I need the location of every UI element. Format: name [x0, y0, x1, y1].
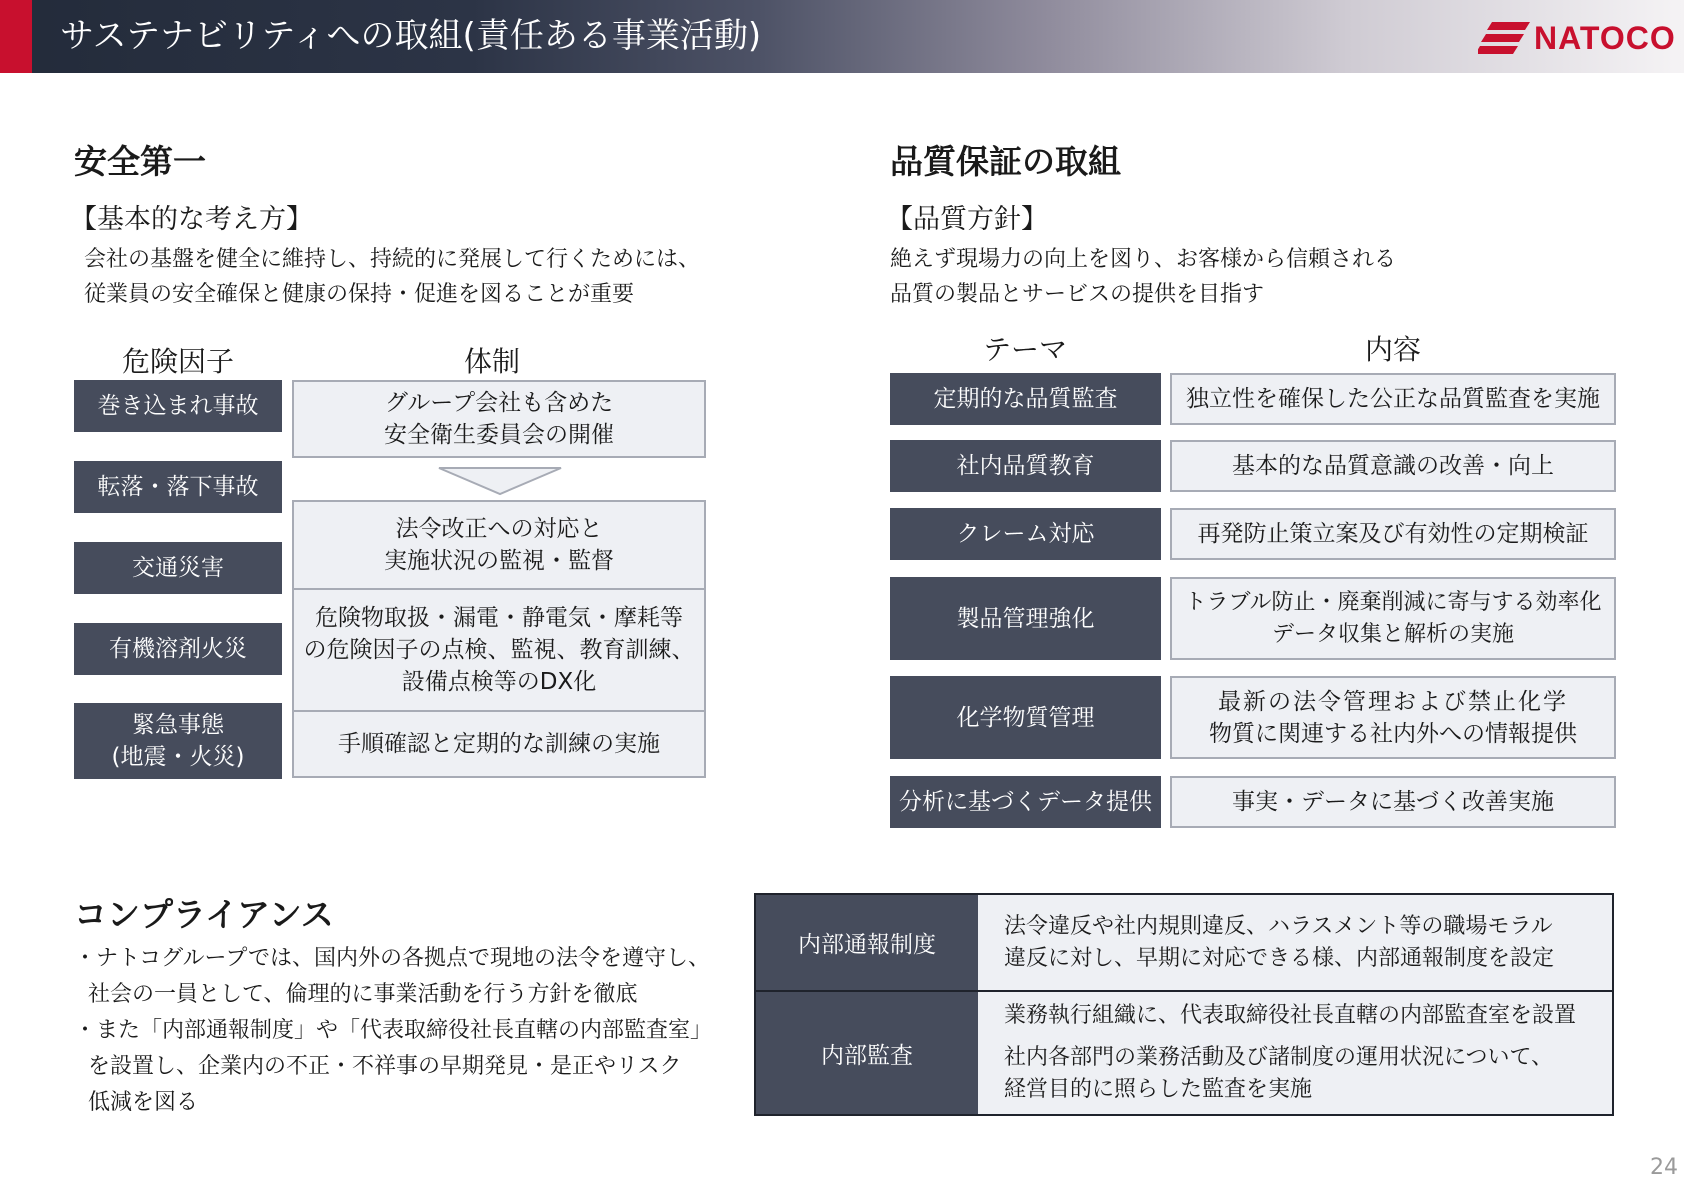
safety-subtitle: 【基本的な考え方】: [70, 204, 313, 235]
compliance-line: ・ナトコグループでは、国内外の各拠点で現地の法令を遵守し、: [74, 946, 711, 971]
compliance-line: 低減を図る: [74, 1090, 198, 1115]
risk-item-emergency: [74, 703, 282, 779]
system-item: [294, 588, 704, 710]
quality-theme: クレーム対応: [890, 508, 1161, 560]
compliance-line: 社会の一員として、倫理的に事業活動を行う方針を徹底: [74, 982, 638, 1007]
quality-theme: 定期的な品質監査: [890, 373, 1161, 425]
system-top-box: [292, 380, 706, 458]
risk-emergency-line: 緊急事態: [131, 712, 224, 738]
risk-item: 交通災害: [74, 542, 282, 594]
compliance-row-body: [978, 895, 1612, 990]
header-accent-bar: [0, 0, 32, 73]
system-item-line: 危険物取扱・漏電・静電気・摩耗等: [315, 605, 683, 631]
safety-line-1: 会社の基盤を健全に維持し、持続的に発展して行くためには、: [84, 247, 701, 272]
compliance-body-line: 経営目的に照らした監査を実施: [1004, 1077, 1313, 1102]
risk-item: 有機溶剤火災: [74, 623, 282, 675]
quality-content-line: 最新の法令管理および禁止化学: [1218, 688, 1568, 715]
compliance-body-line: 業務執行組織に、代表取締役社長直轄の内部監査室を設置: [1004, 1003, 1577, 1028]
quality-content: 再発防止策立案及び有効性の定期検証: [1170, 508, 1616, 560]
compliance-title: コンプライアンス: [74, 895, 334, 934]
risk-item: 巻き込まれ事故: [74, 380, 282, 432]
quality-content: [1170, 676, 1616, 759]
risk-emergency-line: (地震・火災): [111, 744, 245, 770]
quality-content: 独立性を確保した公正な品質監査を実施: [1170, 373, 1616, 425]
quality-content-line: トラブル防止・廃棄削減に寄与する効率化: [1184, 589, 1602, 615]
system-item: [294, 710, 704, 776]
system-item: [294, 502, 704, 588]
risk-item: 転落・落下事故: [74, 461, 282, 513]
logo-text: NATOCO: [1534, 20, 1676, 56]
quality-title: 品質保証の取組: [890, 142, 1121, 181]
quality-line-1: 絶えず現場力の向上を図り、お客様から信頼される: [890, 247, 1397, 272]
quality-content-line: データ収集と解析の実施: [1271, 621, 1514, 647]
quality-content: 事実・データに基づく改善実施: [1170, 776, 1616, 828]
page-title: サステナビリティへの取組(責任ある事業活動): [60, 16, 762, 56]
down-arrow-icon: [437, 466, 563, 496]
compliance-body-line: 違反に対し、早期に対応できる様、内部通報制度を設定: [1004, 945, 1555, 971]
system-top-line: グループ会社も含めた: [384, 390, 614, 416]
compliance-row-body: [978, 992, 1612, 1114]
compliance-row-head: 内部通報制度: [756, 895, 978, 990]
logo-mark-icon: [1478, 18, 1530, 58]
quality-theme: 社内品質教育: [890, 440, 1161, 492]
quality-theme: 化学物質管理: [890, 676, 1161, 759]
quality-subtitle: 【品質方針】: [886, 204, 1048, 235]
col-head-risk: 危険因子: [121, 345, 234, 378]
col-head-content: 内容: [1364, 333, 1421, 366]
compliance-row: [756, 895, 1612, 992]
natoco-logo: [1478, 18, 1676, 58]
system-item-line: 設備点検等のDX化: [401, 669, 597, 695]
compliance-body-line: 社内各部門の業務活動及び諸制度の運用状況について、: [1004, 1045, 1554, 1070]
quality-theme: 分析に基づくデータ提供: [890, 776, 1161, 828]
compliance-row-head: 内部監査: [756, 992, 978, 1114]
compliance-row: [756, 992, 1612, 1114]
quality-content: 基本的な品質意識の改善・向上: [1170, 440, 1616, 492]
quality-content: [1170, 577, 1616, 660]
quality-line-2: 品質の製品とサービスの提供を目指す: [890, 282, 1265, 307]
compliance-body-line: 法令違反や社内規則違反、ハラスメント等の職場モラル: [1004, 913, 1553, 939]
system-item-line: 法令改正への対応と: [395, 516, 603, 542]
quality-content-line: 物質に関連する社内外への情報提供: [1209, 720, 1577, 747]
system-top-line: 安全衛生委員会の開催: [384, 422, 614, 448]
system-stack: [292, 500, 706, 778]
compliance-line: を設置し、企業内の不正・不祥事の早期発見・是正やリスク: [74, 1054, 682, 1079]
system-item-line: 実施状況の監視・監督: [384, 548, 614, 574]
page-number: 24: [1650, 1155, 1678, 1180]
quality-theme: 製品管理強化: [890, 577, 1161, 660]
safety-title: 安全第一: [74, 142, 206, 181]
col-head-system: 体制: [463, 345, 520, 378]
compliance-table: [754, 893, 1614, 1116]
safety-line-2: 従業員の安全確保と健康の保持・促進を図ることが重要: [84, 282, 635, 307]
system-item-line: の危険因子の点検、監視、教育訓練、: [303, 637, 695, 663]
compliance-line: ・また「内部通報制度」や「代表取締役社長直轄の内部監査室」: [74, 1018, 713, 1043]
system-item-line: 手順確認と定期的な訓練の実施: [338, 731, 660, 757]
col-head-theme: テーマ: [982, 333, 1067, 366]
